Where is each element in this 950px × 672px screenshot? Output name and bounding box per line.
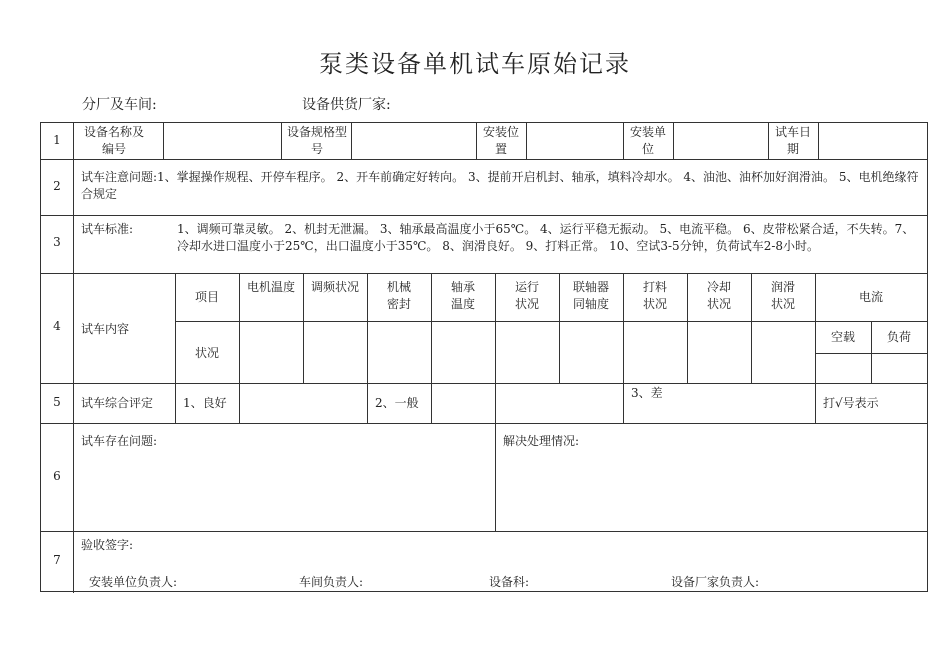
row-number: 6	[53, 469, 61, 483]
supplier-label: 设备供货厂家:	[302, 97, 391, 113]
col-divider	[367, 273, 368, 423]
col-header: 打料状况	[642, 280, 667, 311]
row-number: 5	[53, 395, 61, 409]
col-header: 电机温度	[247, 280, 296, 294]
row-number: 2	[53, 179, 61, 193]
test-content-label: 试车内容	[81, 322, 130, 336]
row-divider	[41, 159, 927, 160]
test-notes: 试车注意问题:1、掌握操作规程、开停车程序。 2、开车前确定好转向。 3、提前开启机封、轴承，填料冷却水。 4、油池、油杯加好润滑油。 5、电机绝缘符合规定	[81, 170, 919, 201]
evaluation-label: 试车综合评定	[81, 396, 154, 410]
row-divider	[41, 383, 927, 384]
col-divider	[495, 273, 496, 531]
equipment-spec-label: 设备规格型号	[286, 125, 347, 156]
rating-good: 1、良好	[183, 396, 227, 410]
row-divider	[41, 215, 927, 216]
equipment-name-label: 设备名称及编号	[83, 125, 144, 156]
page-title: 泵类设备单机试车原始记录	[319, 50, 631, 78]
row-number: 1	[53, 133, 61, 147]
current-label: 电流	[858, 290, 883, 304]
col-divider	[623, 273, 624, 423]
record-table	[40, 122, 928, 592]
solution-label: 解决处理情况:	[503, 434, 580, 448]
issues-label: 试车存在问题:	[81, 434, 158, 448]
noload-label: 空载	[830, 330, 855, 344]
col-divider	[351, 123, 352, 159]
workshop-label: 分厂及车间:	[82, 97, 157, 113]
col-header: 轴承温度	[450, 280, 475, 311]
col-divider	[281, 123, 282, 159]
col-header: 润滑状况	[770, 280, 795, 311]
install-position-label: 安装位置	[482, 125, 519, 156]
col-header: 冷却状况	[706, 280, 731, 311]
col-divider	[673, 123, 674, 159]
row-divider	[41, 423, 927, 424]
test-date-label: 试车日期	[774, 125, 811, 156]
col-divider	[73, 123, 74, 593]
vendor-rep-label: 设备厂家负责人:	[671, 575, 760, 589]
load-label: 负荷	[886, 330, 911, 344]
col-header: 机械密封	[386, 280, 411, 311]
rating-fair: 2、一般	[375, 396, 419, 410]
col-divider	[818, 123, 819, 159]
col-divider	[239, 273, 240, 423]
item-label: 项目	[194, 290, 219, 304]
test-standard-label: 试车标准:	[81, 222, 134, 236]
sign-label: 验收签字:	[81, 538, 134, 552]
col-divider	[623, 123, 624, 159]
col-header: 调频状况	[311, 280, 360, 294]
row-number: 4	[53, 319, 61, 333]
col-divider	[163, 123, 164, 159]
col-divider	[526, 123, 527, 159]
col-divider	[768, 123, 769, 159]
install-unit-label: 安装单位	[629, 125, 666, 156]
checkmark-note: 打√号表示	[823, 396, 879, 410]
dept-rep-label: 设备科:	[489, 575, 530, 589]
row-number: 7	[53, 553, 61, 567]
rating-poor: 3、差	[631, 386, 663, 400]
col-header: 联轴器同轴度	[572, 280, 609, 311]
col-divider	[175, 273, 176, 423]
col-divider	[751, 273, 752, 383]
install-rep-label: 安装单位负责人:	[89, 575, 178, 589]
row-divider	[41, 273, 927, 274]
row-divider	[41, 531, 927, 532]
status-label: 状况	[194, 346, 219, 360]
row-number: 3	[53, 235, 61, 249]
workshop-rep-label: 车间负责人:	[299, 575, 364, 589]
col-divider	[687, 273, 688, 383]
col-header: 运行状况	[514, 280, 539, 311]
col-divider	[559, 273, 560, 383]
col-divider	[476, 123, 477, 159]
col-divider	[431, 273, 432, 423]
col-divider	[303, 273, 304, 383]
test-standard-text: 1、调频可靠灵敏。 2、机封无泄漏。 3、轴承最高温度小于65℃。 4、运行平稳无振动。 5、电流平稳。 6、皮带松紧合适，不失转。7、冷却水进口温度小于25℃，出口温度小于35℃。 8、润滑良好。 9、打料正常。 10、空试3-5分钟，负荷试车2-8小时。	[177, 222, 915, 253]
test-standard	[81, 221, 923, 255]
